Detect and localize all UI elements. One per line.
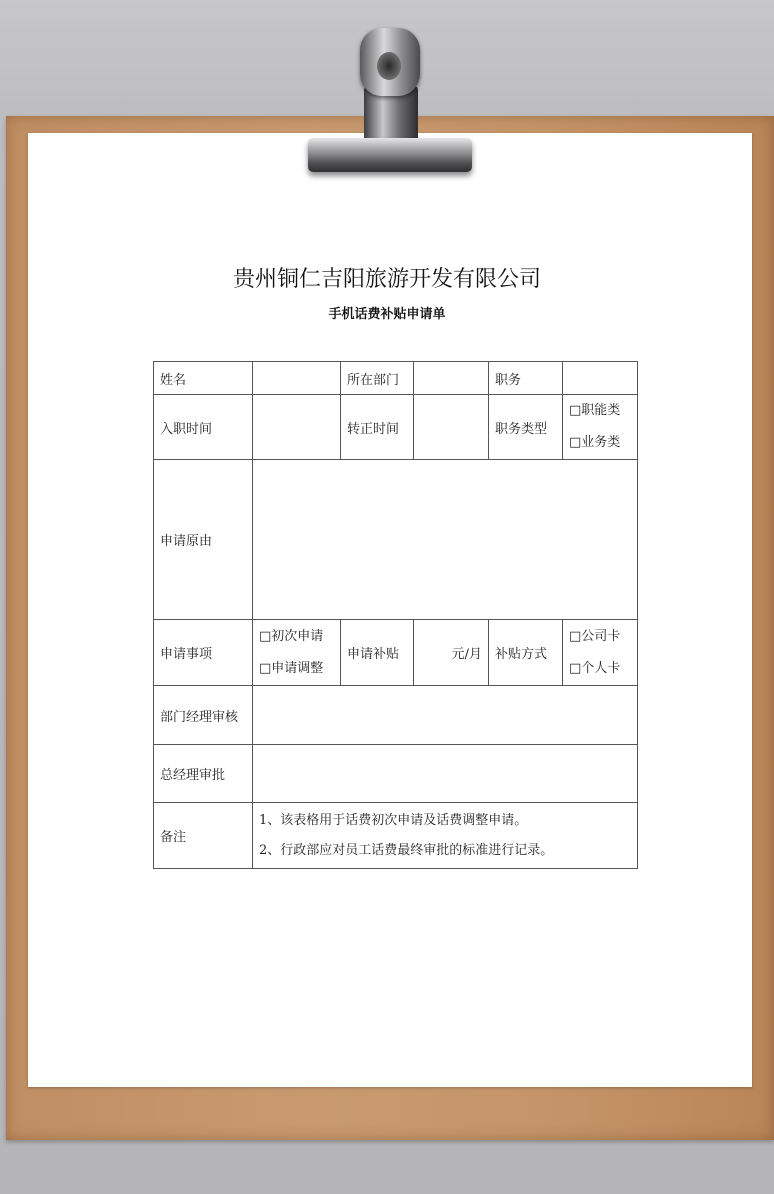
method-options <box>563 620 638 686</box>
name-label: 姓名 <box>154 362 253 395</box>
position-type-label: 职务类型 <box>489 395 563 460</box>
position-type-functional-checkbox[interactable]: □职能类 <box>569 403 621 418</box>
gm-field[interactable] <box>253 745 638 803</box>
position-type-options <box>563 395 638 460</box>
table-row <box>154 395 638 460</box>
position-label: 职务 <box>489 362 563 395</box>
table-row <box>154 686 638 745</box>
company-title: 贵州铜仁吉阳旅游开发有限公司 <box>232 267 541 292</box>
item-initial-checkbox[interactable]: □初次申请 <box>259 628 324 644</box>
item-label: 申请事项 <box>154 620 253 686</box>
regular-date-field[interactable] <box>414 395 489 460</box>
method-company-card-checkbox[interactable]: □公司卡 <box>569 628 621 644</box>
subsidy-label: 申请补贴 <box>341 620 414 686</box>
dept-manager-field[interactable] <box>253 686 638 745</box>
reason-field[interactable] <box>253 460 638 620</box>
binder-clip-icon <box>300 26 476 178</box>
item-adjust-checkbox[interactable]: □申请调整 <box>259 660 324 676</box>
reason-label: 申请原由 <box>154 460 253 620</box>
remark-label: 备注 <box>154 803 253 869</box>
remark-line-1: 1、该表格用于话费初次申请及话费调整申请。 <box>259 812 528 828</box>
table-row <box>154 460 638 620</box>
dept-field[interactable] <box>414 362 489 395</box>
application-form-table <box>153 361 638 869</box>
name-field[interactable] <box>253 362 341 395</box>
dept-manager-label: 部门经理审核 <box>154 686 253 745</box>
form-title: 手机话费补贴申请单 <box>328 307 446 322</box>
table-row <box>154 362 638 395</box>
table-row <box>154 745 638 803</box>
hire-date-field[interactable] <box>253 395 341 460</box>
subsidy-amount-field[interactable] <box>414 620 489 686</box>
item-options <box>253 620 341 686</box>
method-personal-card-checkbox[interactable]: □个人卡 <box>569 660 621 676</box>
subsidy-unit: 元/月 <box>451 647 482 662</box>
method-label: 补贴方式 <box>489 620 563 686</box>
table-row <box>154 620 638 686</box>
remark-content <box>253 803 638 869</box>
regular-date-label: 转正时间 <box>341 395 414 460</box>
hire-date-label: 入职时间 <box>154 395 253 460</box>
position-type-business-checkbox[interactable]: □业务类 <box>569 435 621 450</box>
gm-label: 总经理审批 <box>154 745 253 803</box>
remark-line-2: 2、行政部应对员工话费最终审批的标准进行记录。 <box>259 842 554 858</box>
position-field[interactable] <box>563 362 638 395</box>
dept-label: 所在部门 <box>341 362 414 395</box>
table-row <box>154 803 638 869</box>
